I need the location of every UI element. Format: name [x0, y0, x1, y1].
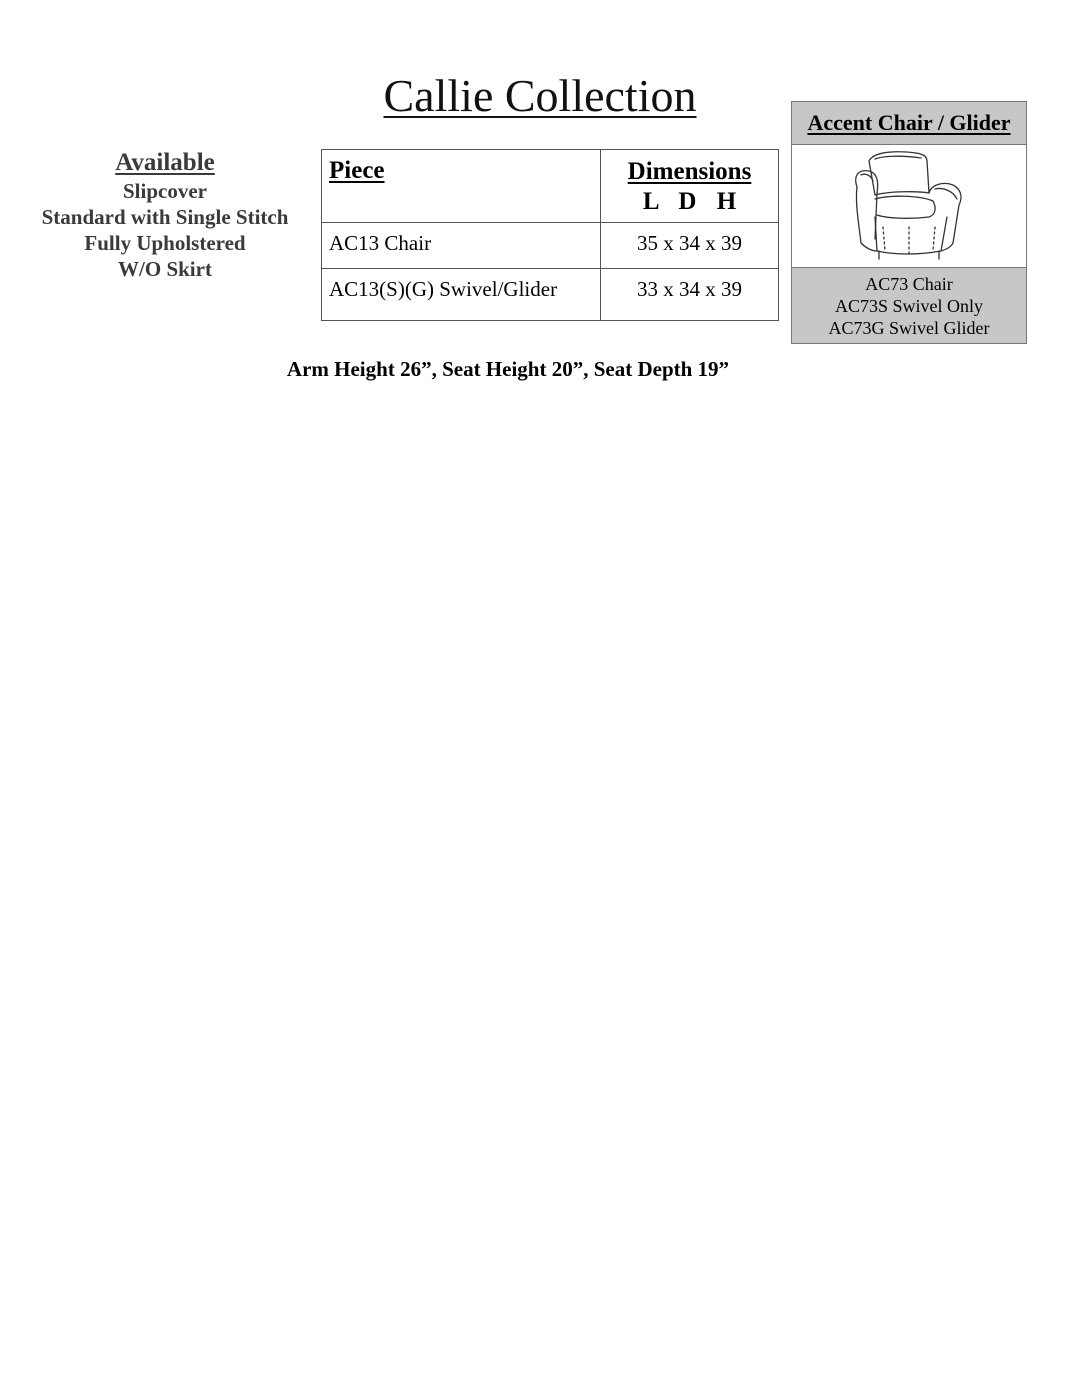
option-item: Slipcover: [123, 179, 207, 203]
model-line: AC73S Swivel Only: [834, 296, 984, 316]
accent-heading: Accent Chair / Glider: [792, 102, 1026, 145]
header-dimension-units: L D H: [642, 188, 737, 215]
accent-chair-box: [791, 101, 1027, 344]
header-dimensions: Dimensions: [627, 158, 752, 185]
available-options: [20, 148, 310, 282]
option-item: W/O Skirt: [118, 257, 212, 281]
option-item: Fully Upholstered: [84, 231, 246, 255]
piece-dimensions: 33 x 34 x 39: [601, 269, 779, 321]
table-row: [322, 269, 779, 321]
model-line: AC73G Swivel Glider: [828, 318, 990, 338]
header-dimensions-cell: [601, 150, 779, 223]
accent-models: [792, 268, 1026, 343]
piece-name: AC13 Chair: [322, 223, 601, 269]
available-heading: Available: [115, 149, 215, 176]
header-piece: Piece: [322, 150, 601, 223]
page-title: Callie Collection: [383, 70, 697, 121]
table-row: [322, 223, 779, 269]
measurements-note: Arm Height 26”, Seat Height 20”, Seat Depth 19”: [286, 357, 730, 381]
table-header-row: [322, 150, 779, 223]
armchair-sketch-icon: [792, 145, 1026, 268]
piece-dimensions: 35 x 34 x 39: [601, 223, 779, 269]
model-line: AC73 Chair: [865, 274, 953, 294]
piece-name: AC13(S)(G) Swivel/Glider: [322, 269, 601, 321]
option-item: Standard with Single Stitch: [41, 205, 289, 229]
pieces-table: [321, 149, 779, 321]
